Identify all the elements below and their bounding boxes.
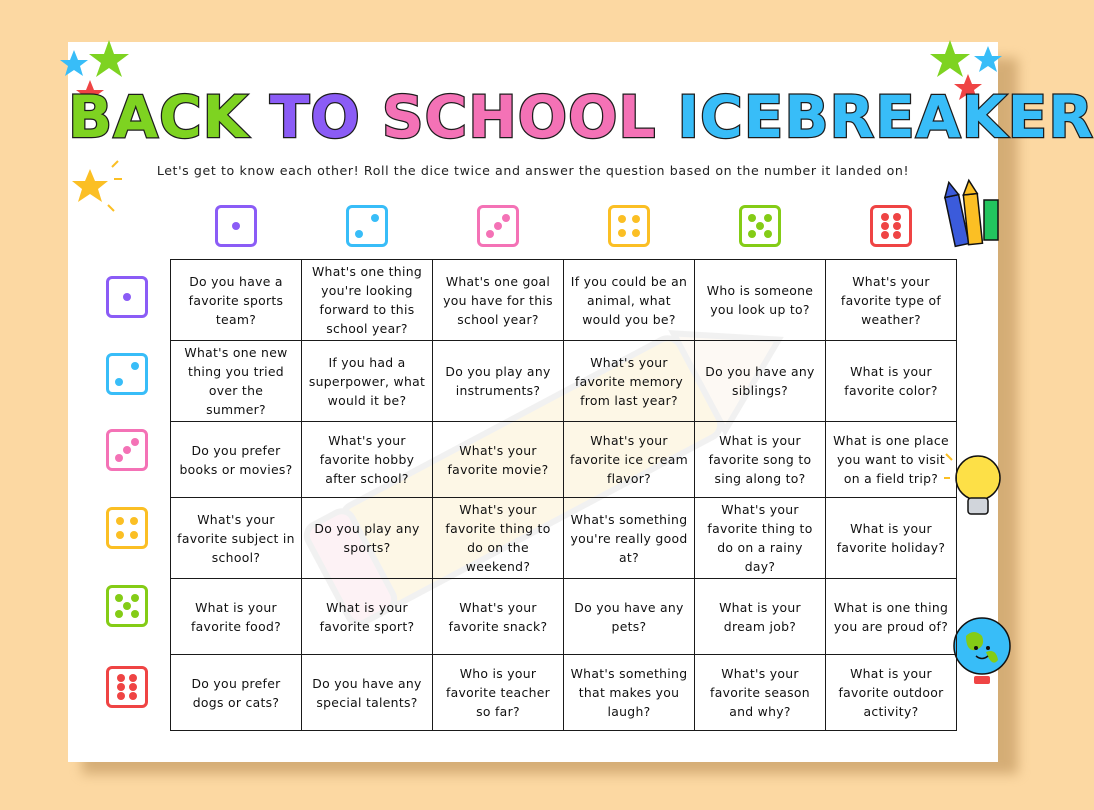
question-cell: What's your favorite hobby after school? <box>302 422 433 498</box>
question-cell: What is your favorite food? <box>171 579 302 655</box>
question-cell: What's your favorite snack? <box>433 579 564 655</box>
title-word-to: TO <box>269 83 361 151</box>
column-die-5 <box>739 205 781 247</box>
die-pip <box>502 214 510 222</box>
question-cell: What is one place you want to visit on a field trip? <box>826 422 957 498</box>
die-pip <box>117 674 125 682</box>
page-title <box>68 83 1094 151</box>
die-pip <box>632 215 640 223</box>
die-pip <box>764 230 772 238</box>
column-die-3 <box>477 205 519 247</box>
question-cell: Do you have any pets? <box>564 579 695 655</box>
die-pip <box>131 362 139 370</box>
die-pip <box>748 214 756 222</box>
question-cell: Who is your favorite teacher so far? <box>433 655 564 731</box>
grid-row-4 <box>171 498 957 579</box>
die-pip <box>115 594 123 602</box>
question-cell: What is your favorite outdoor activity? <box>826 655 957 731</box>
question-cell: Do you play any sports? <box>302 498 433 579</box>
grid-row-1 <box>171 260 957 341</box>
die-pip <box>486 230 494 238</box>
column-die-4 <box>608 205 650 247</box>
question-cell: If you could be an animal, what would you be? <box>564 260 695 341</box>
question-cell: What's your favorite memory from last year? <box>564 341 695 422</box>
row-die-3 <box>106 429 148 471</box>
question-cell: What's something you're really good at? <box>564 498 695 579</box>
instructions: Let's get to know each other! Roll the dice twice and answer the question based on the number it landed on! <box>156 163 910 178</box>
question-cell: What's your favorite thing to do on the weekend? <box>433 498 564 579</box>
die-pip <box>115 378 123 386</box>
question-cell: What is your favorite color? <box>826 341 957 422</box>
question-cell: What's your favorite subject in school? <box>171 498 302 579</box>
grid-row-3 <box>171 422 957 498</box>
question-cell: Do you prefer books or movies? <box>171 422 302 498</box>
die-pip <box>123 602 131 610</box>
die-pip <box>371 214 379 222</box>
question-cell: What is your favorite sport? <box>302 579 433 655</box>
row-die-4 <box>106 507 148 549</box>
column-die-6 <box>870 205 912 247</box>
title-word-back: BACK <box>68 83 249 151</box>
question-cell: Do you have any special talents? <box>302 655 433 731</box>
die-pip <box>232 222 240 230</box>
question-cell: What is your dream job? <box>695 579 826 655</box>
question-cell: What's your favorite movie? <box>433 422 564 498</box>
die-pip <box>893 231 901 239</box>
question-cell: What is your favorite song to sing along to? <box>695 422 826 498</box>
die-pip <box>129 674 137 682</box>
die-pip <box>117 683 125 691</box>
row-die-6 <box>106 666 148 708</box>
question-grid <box>170 259 957 731</box>
question-cell: What is your favorite holiday? <box>826 498 957 579</box>
question-cell: Do you prefer dogs or cats? <box>171 655 302 731</box>
die-pip <box>881 222 889 230</box>
grid-row-2 <box>171 341 957 422</box>
question-cell: Do you have a favorite sports team? <box>171 260 302 341</box>
row-die-1 <box>106 276 148 318</box>
die-pip <box>756 222 764 230</box>
question-cell: What is one thing you are proud of? <box>826 579 957 655</box>
column-die-2 <box>346 205 388 247</box>
question-cell: Do you have any siblings? <box>695 341 826 422</box>
die-pip <box>494 222 502 230</box>
die-pip <box>632 229 640 237</box>
die-pip <box>115 454 123 462</box>
question-cell: What's your favorite type of weather? <box>826 260 957 341</box>
die-pip <box>618 215 626 223</box>
question-cell: Who is someone you look up to? <box>695 260 826 341</box>
question-cell: What's one goal you have for this school year? <box>433 260 564 341</box>
die-pip <box>618 229 626 237</box>
die-pip <box>131 610 139 618</box>
grid-row-6 <box>171 655 957 731</box>
die-pip <box>130 517 138 525</box>
die-pip <box>130 531 138 539</box>
die-pip <box>116 517 124 525</box>
die-pip <box>131 594 139 602</box>
title-word-icebreaker: ICEBREAKER <box>677 83 1094 151</box>
die-pip <box>764 214 772 222</box>
question-cell: What's one thing you're looking forward to this school year? <box>302 260 433 341</box>
grid-row-5 <box>171 579 957 655</box>
die-pip <box>881 213 889 221</box>
die-pip <box>117 692 125 700</box>
die-pip <box>123 446 131 454</box>
worksheet <box>68 42 1094 762</box>
question-cell: What's one new thing you tried over the summer? <box>171 341 302 422</box>
question-cell: What's something that makes you laugh? <box>564 655 695 731</box>
die-pip <box>116 531 124 539</box>
crayons-icon <box>944 180 998 250</box>
question-cell: If you had a superpower, what would it be? <box>302 341 433 422</box>
column-die-1 <box>215 205 257 247</box>
question-cell: Do you play any instruments? <box>433 341 564 422</box>
question-cell: What's your favorite season and why? <box>695 655 826 731</box>
die-pip <box>893 213 901 221</box>
row-die-5 <box>106 585 148 627</box>
die-pip <box>129 692 137 700</box>
die-pip <box>131 438 139 446</box>
die-pip <box>123 293 131 301</box>
die-pip <box>129 683 137 691</box>
die-pip <box>748 230 756 238</box>
die-pip <box>893 222 901 230</box>
question-cell: What's your favorite ice cream flavor? <box>564 422 695 498</box>
question-cell: What's your favorite thing to do on a rainy day? <box>695 498 826 579</box>
row-die-2 <box>106 353 148 395</box>
die-pip <box>355 230 363 238</box>
die-pip <box>881 231 889 239</box>
title-word-school: SCHOOL <box>381 83 657 151</box>
die-pip <box>115 610 123 618</box>
